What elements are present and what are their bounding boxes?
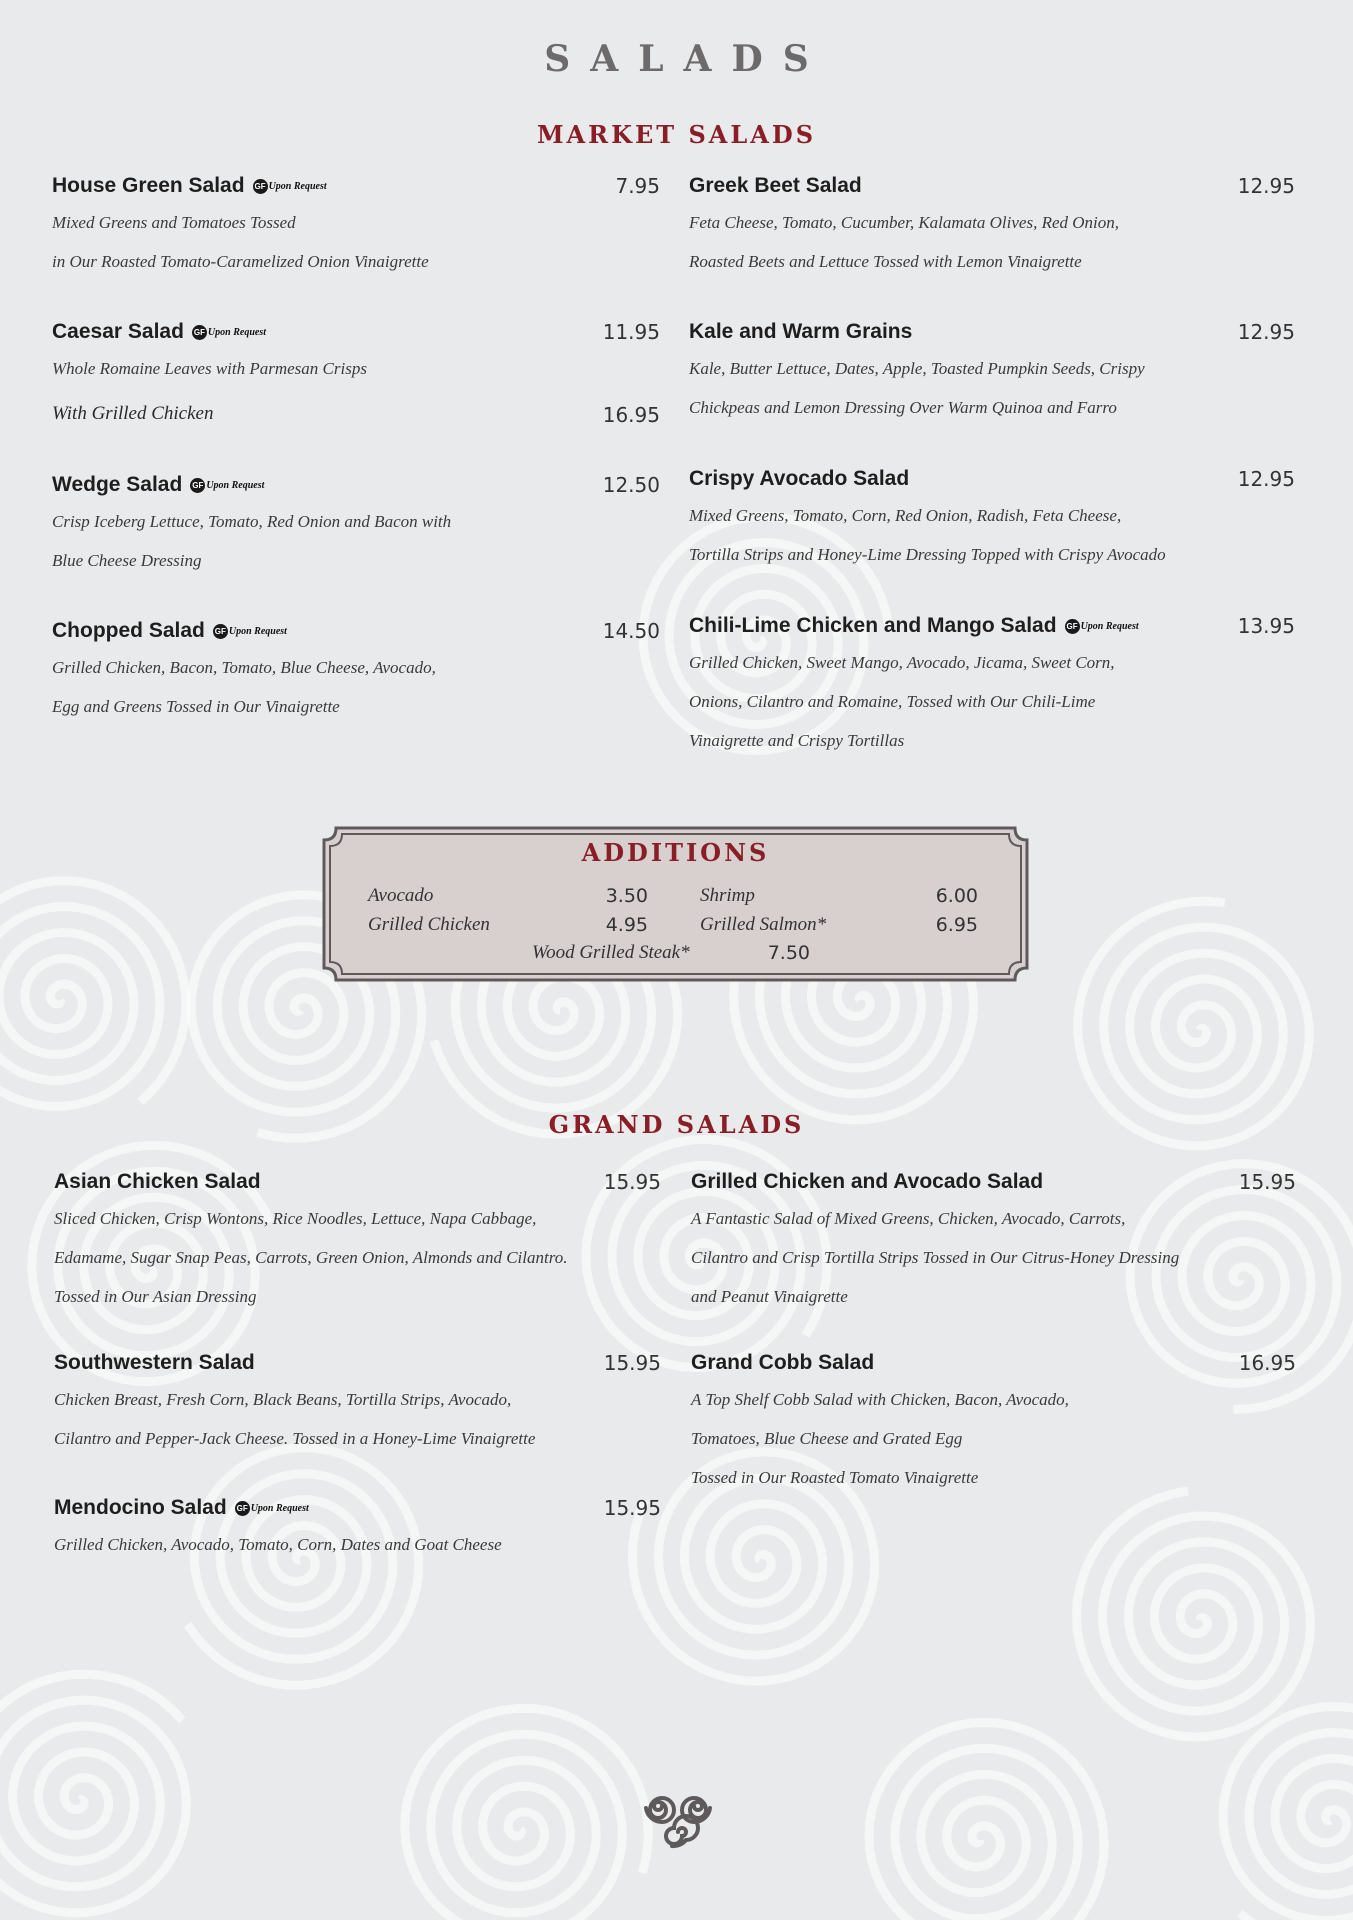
addition-price: 4.95 [605,914,648,936]
item-price: 12.95 [1237,174,1295,198]
addition-item [700,885,978,909]
item-description: Sliced Chicken, Crisp Wontons, Rice Noodles, Lettuce, Napa Cabbage, [54,1209,537,1228]
item-description: Tossed in Our Asian Dressing [54,1287,257,1306]
item-description: Whole Romaine Leaves with Parmesan Crisps [52,359,367,378]
item-price: 7.95 [615,174,660,198]
gluten-free-note: GF Upon Request [190,478,264,493]
item-description: Roasted Beets and Lettuce Tossed with Lemon Vinaigrette [689,252,1082,271]
gluten-free-note: GF Upon Request [1065,619,1139,634]
item-name: Crispy Avocado Salad [689,467,910,490]
item-name: Chopped Salad [52,619,205,642]
item-description: and Peanut Vinaigrette [691,1287,848,1306]
item-description: Grilled Chicken, Avocado, Tomato, Corn, Dates and Goat Cheese [54,1535,502,1554]
addition-item [368,885,648,909]
gluten-free-note: GF Upon Request [213,624,287,639]
gluten-free-icon: GF [213,624,228,639]
menu-item-chopped-salad [52,619,660,717]
item-price: 16.95 [1238,1351,1296,1375]
item-price: 12.95 [1237,467,1295,491]
gluten-free-icon: GF [192,325,207,340]
menu-item-crispy-avocado-salad [689,467,1295,565]
item-price: 15.95 [603,1496,661,1520]
menu-item-mendocino-salad [54,1496,661,1555]
option-price: 16.95 [602,403,660,427]
item-description: Tossed in Our Roasted Tomato Vinaigrette [691,1468,979,1487]
item-name: Grand Cobb Salad [691,1351,875,1374]
item-name: Southwestern Salad [54,1351,255,1374]
gluten-free-note: GF Upon Request [192,325,266,340]
item-description: Chickpeas and Lemon Dressing Over Warm Quinoa and Farro [689,398,1117,417]
option-label: With Grilled Chicken [52,403,214,424]
menu-item-asian-chicken-salad [54,1170,661,1307]
item-price: 15.95 [1238,1170,1296,1194]
item-description: Chicken Breast, Fresh Corn, Black Beans, Tortilla Strips, Avocado, [54,1390,512,1409]
item-name: Caesar Salad [52,320,184,343]
item-description: Blue Cheese Dressing [52,551,202,570]
additions-title: ADDITIONS [581,838,770,867]
gluten-free-icon: GF [190,478,205,493]
addition-label: Shrimp [700,885,755,906]
addition-label: Wood Grilled Steak* [532,942,690,963]
item-description: Egg and Greens Tossed in Our Vinaigrette [52,697,340,716]
item-description: Cilantro and Crisp Tortilla Strips Tossed in Our Citrus-Honey Dressing [691,1248,1180,1267]
addition-label: Grilled Salmon* [700,914,827,935]
addition-item [700,914,978,938]
item-description: Cilantro and Pepper-Jack Cheese. Tossed in a Honey-Lime Vinaigrette [54,1429,536,1448]
addition-price: 3.50 [605,885,648,907]
item-name: House Green Salad [52,174,245,197]
item-name: Kale and Warm Grains [689,320,913,343]
menu-item-chili-lime-chicken-and-mango-salad [689,614,1295,751]
additions-box [322,826,1029,982]
item-option [52,403,660,427]
gluten-free-icon: GF [235,1501,250,1516]
addition-price: 7.50 [767,942,810,964]
market-salads-title: MARKET SALADS [536,120,817,149]
menu-item-grand-cobb-salad [691,1351,1296,1488]
page-title: SALADS [544,38,829,80]
item-price: 15.95 [603,1351,661,1375]
triple-spiral-icon [640,1778,716,1854]
item-description: Tortilla Strips and Honey-Lime Dressing Topped with Crispy Avocado [689,545,1166,564]
menu-item-greek-beet-salad [689,174,1295,272]
item-description: Kale, Butter Lettuce, Dates, Apple, Toasted Pumpkin Seeds, Crispy [689,359,1145,378]
item-price: 14.50 [602,619,660,643]
gluten-free-note: GF Upon Request [253,179,327,194]
item-description: Onions, Cilantro and Romaine, Tossed with Our Chili-Lime [689,692,1096,711]
item-name: Grilled Chicken and Avocado Salad [691,1170,1044,1193]
item-description: A Fantastic Salad of Mixed Greens, Chicken, Avocado, Carrots, [691,1209,1126,1228]
item-name: Chili-Lime Chicken and Mango Salad [689,614,1057,637]
menu-item-southwestern-salad [54,1351,661,1449]
item-name: Asian Chicken Salad [54,1170,261,1193]
item-price: 11.95 [602,320,660,344]
item-description: A Top Shelf Cobb Salad with Chicken, Bacon, Avocado, [691,1390,1069,1409]
menu-item-caesar-salad [52,320,660,427]
gluten-free-icon: GF [1065,619,1080,634]
addition-price: 6.00 [935,885,978,907]
menu-item-wedge-salad [52,473,660,571]
item-price: 15.95 [603,1170,661,1194]
item-description: Grilled Chicken, Sweet Mango, Avocado, Jicama, Sweet Corn, [689,653,1115,672]
item-description: Mixed Greens, Tomato, Corn, Red Onion, Radish, Feta Cheese, [689,506,1122,525]
item-price: 12.50 [602,473,660,497]
item-price: 13.95 [1237,614,1295,638]
item-description: in Our Roasted Tomato-Caramelized Onion Vinaigrette [52,252,429,271]
gluten-free-icon: GF [253,179,268,194]
menu-item-grilled-chicken-and-avocado-salad [691,1170,1296,1307]
item-description: Vinaigrette and Crispy Tortillas [689,731,905,750]
grand-salads-title: GRAND SALADS [548,1110,805,1139]
item-price: 12.95 [1237,320,1295,344]
item-description: Crisp Iceberg Lettuce, Tomato, Red Onion and Bacon with [52,512,452,531]
item-name: Greek Beet Salad [689,174,862,197]
menu-item-house-green-salad [52,174,660,272]
item-name: Wedge Salad [52,473,183,496]
item-description: Feta Cheese, Tomato, Cucumber, Kalamata Olives, Red Onion, [689,213,1119,232]
addition-label: Avocado [368,885,434,906]
menu-item-kale-and-warm-grains [689,320,1295,418]
gluten-free-note: GF Upon Request [235,1501,309,1516]
addition-item [532,942,810,966]
item-description: Tomatoes, Blue Cheese and Grated Egg [691,1429,963,1448]
item-name: Mendocino Salad [54,1496,227,1519]
addition-price: 6.95 [935,914,978,936]
item-description: Grilled Chicken, Bacon, Tomato, Blue Cheese, Avocado, [52,658,436,677]
item-description: Edamame, Sugar Snap Peas, Carrots, Green Onion, Almonds and Cilantro. [54,1248,568,1267]
addition-label: Grilled Chicken [368,914,490,935]
addition-item [368,914,648,938]
item-description: Mixed Greens and Tomatoes Tossed [52,213,296,232]
